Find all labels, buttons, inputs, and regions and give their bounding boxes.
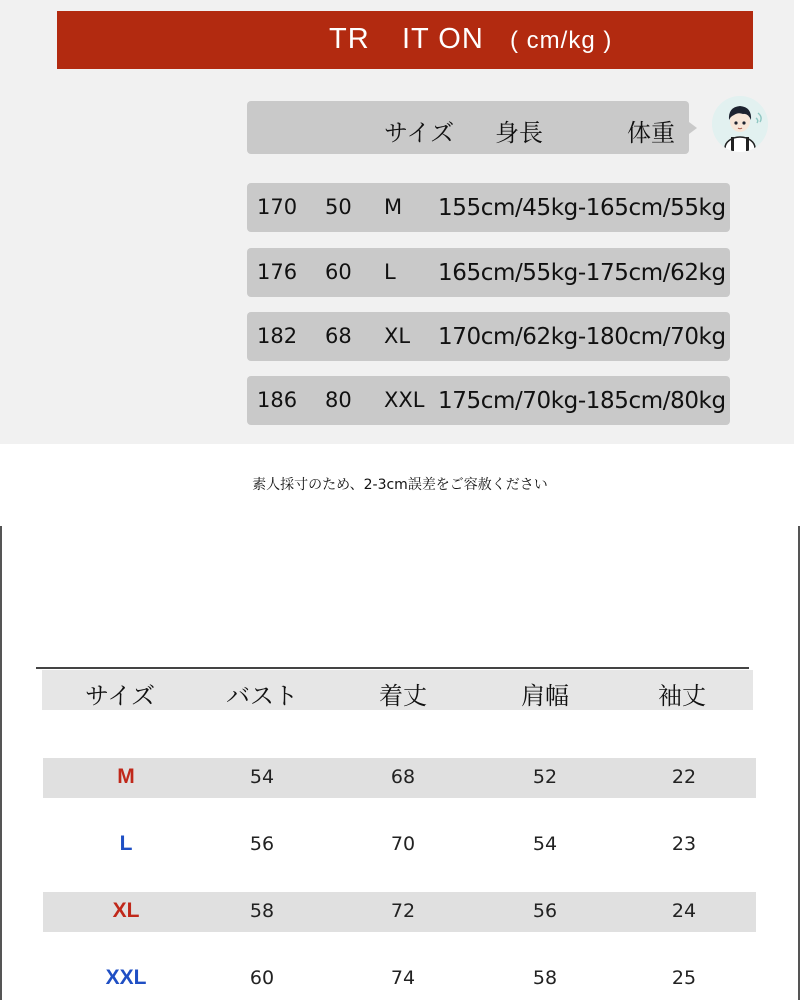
speech-pointer — [689, 122, 697, 134]
fit-height: 186 — [257, 388, 298, 412]
col-header-shoulder: 肩幅 — [521, 682, 569, 710]
cell-length: 68 — [390, 766, 416, 788]
banner-unit: ( cm/kg ) — [510, 27, 613, 54]
frame-border-left — [0, 526, 2, 1000]
measurement-table-header — [42, 670, 753, 710]
fit-height: 176 — [257, 260, 298, 284]
fit-size: XL — [384, 324, 411, 348]
fit-height: 170 — [257, 195, 298, 219]
fit-size: L — [384, 260, 396, 284]
fit-height: 182 — [257, 324, 298, 348]
cell-sleeve: 22 — [671, 766, 697, 788]
col-header-bust: バスト — [226, 682, 298, 710]
row-size: M — [117, 765, 135, 788]
row-size: L — [119, 832, 133, 855]
cell-bust: 56 — [249, 833, 275, 855]
cell-sleeve: 25 — [671, 967, 697, 989]
table-row — [43, 825, 756, 865]
cell-length: 70 — [390, 833, 416, 855]
fit-range: 170cm/62kg-180cm/70kg — [438, 324, 726, 350]
fit-weight: 60 — [325, 260, 352, 284]
table-row — [43, 758, 756, 798]
fit-row — [247, 248, 730, 297]
header-weight: 体重 — [627, 119, 675, 147]
fit-weight: 50 — [325, 195, 352, 219]
fit-weight: 68 — [325, 324, 352, 348]
cell-bust: 54 — [249, 766, 275, 788]
fit-size: XXL — [384, 388, 425, 412]
cell-sleeve: 23 — [671, 833, 697, 855]
cell-shoulder: 56 — [532, 900, 558, 922]
fit-weight: 80 — [325, 388, 352, 412]
header-size: サイズ — [384, 119, 455, 147]
fit-row — [247, 312, 730, 361]
cell-sleeve: 24 — [671, 900, 697, 922]
col-header-size: サイズ — [84, 682, 156, 710]
banner-text-part1: TR — [329, 23, 370, 55]
cell-bust: 60 — [249, 967, 275, 989]
fit-header-bar — [247, 101, 689, 154]
fit-range: 155cm/45kg-165cm/55kg — [438, 195, 726, 221]
col-header-length: 着丈 — [379, 682, 427, 710]
table-row — [43, 892, 756, 932]
cell-length: 74 — [390, 967, 416, 989]
title-banner — [57, 11, 753, 69]
cell-shoulder: 54 — [532, 833, 558, 855]
col-header-sleeve: 袖丈 — [658, 682, 706, 710]
row-size: XXL — [105, 966, 147, 989]
row-size: XL — [112, 899, 140, 922]
fit-range: 175cm/70kg-185cm/80kg — [438, 388, 726, 414]
cell-shoulder: 58 — [532, 967, 558, 989]
fit-row — [247, 183, 730, 232]
header-height: 身長 — [495, 119, 543, 147]
fit-size: M — [384, 195, 403, 219]
size-guide-panel — [0, 0, 794, 444]
fit-row — [247, 376, 730, 425]
cell-length: 72 — [390, 900, 416, 922]
table-row — [43, 959, 756, 999]
measurement-note: 素人採寸のため、2-3cm誤差をご容赦ください — [252, 477, 548, 493]
banner-text-part2: IT ON — [402, 23, 484, 55]
table-top-rule — [36, 667, 749, 669]
fit-range: 165cm/55kg-175cm/62kg — [438, 260, 726, 286]
cell-bust: 58 — [249, 900, 275, 922]
cartoon-boy-avatar-icon — [712, 96, 768, 152]
cell-shoulder: 52 — [532, 766, 558, 788]
